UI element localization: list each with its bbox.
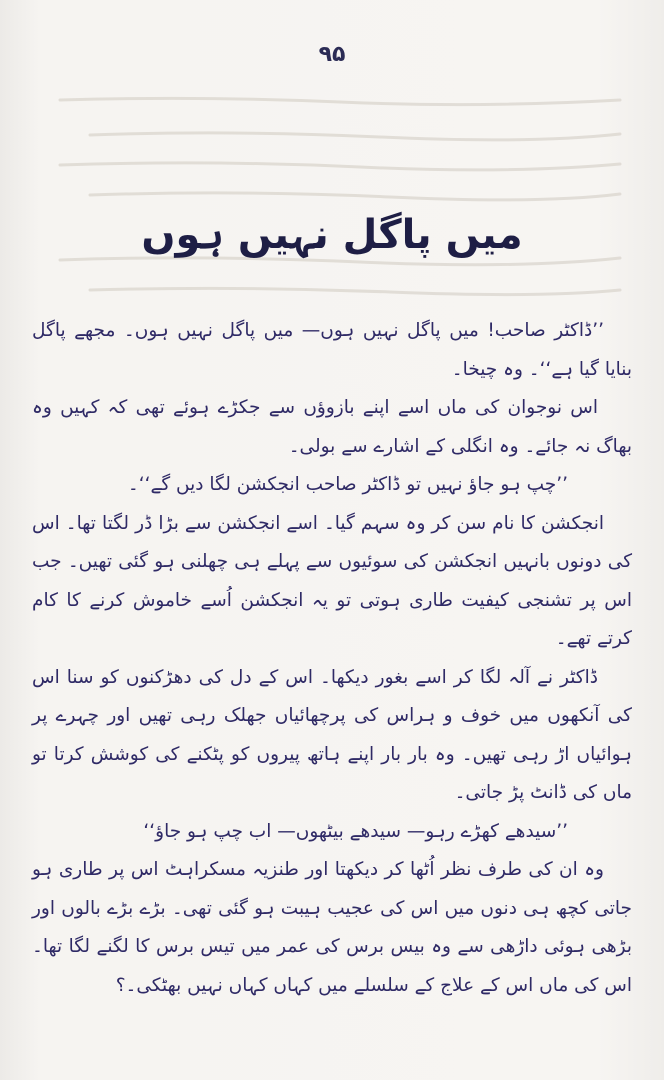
paragraph-5: ڈاکٹر نے آلہ لگا کر اسے بغور دیکھا۔ اس کے دل کی دھڑکنوں کو سنا اس کی آنکھوں میں خوف و ہراس کی پرچھائیاں جھلک رہی تھیں اور چہرے پر ہوائیاں اڑ رہی تھیں۔ وہ بار بار اپنے ہاتھ پیروں کو پٹکنے کی کوشش کرتا تو ماں کی ڈانٹ پڑ جاتی۔: [32, 666, 632, 803]
page-number: ۹۵: [318, 42, 346, 67]
paragraph-3: ’’چپ ہو جاؤ نہیں تو ڈاکٹر صاحب انجکشن لگا دیں گے‘‘۔: [127, 474, 568, 495]
paragraph-7: وہ ان کی طرف نظر اُٹھا کر دیکھتا اور طنزیہ مسکراہٹ اس پر طاری ہو جاتی کچھ ہی دنوں میں اس کی عجیب ہیبت ہو گئی تھی۔ بڑے بڑے بالوں اور بڑھی ہوئی داڑھی سے وہ بیس برس کی عمر میں تیس برس کا لگنے لگا تھا۔ اس کی ماں اس کے علاج کے سلسلے میں کہاں کہاں نہیں بھٹکی۔؟: [32, 859, 632, 996]
paragraph-4: انجکشن کا نام سن کر وہ سہم گیا۔ اسے انجکشن سے بڑا ڈر لگتا تھا۔ اس کی دونوں بانہیں انجکشن کی سوئیوں سے پہلے ہی چھلنی ہو گئی تھیں۔ جب اس پر تشنجی کیفیت طاری ہوتی تو یہ انجکشن اُسے خاموش کرنے کا کام کرتے تھے۔: [32, 512, 632, 649]
paragraph-6: ’’سیدھے کھڑے رہو— سیدھے بیٹھوں— اب چپ ہو جاؤ‘‘: [143, 820, 568, 842]
chapter-title: میں پاگل نہیں ہوں: [141, 212, 523, 258]
paragraph-2: اس نوجوان کی ماں اسے اپنے بازوؤں سے جکڑے ہوئے تھی کہ کہیں وہ بھاگ نہ جائے۔ وہ انگلی کے اشارے سے بولی۔: [32, 397, 632, 457]
body-text: [32, 312, 632, 1005]
paragraph-1: ’’ڈاکٹر صاحب! میں پاگل نہیں ہوں— میں پاگل نہیں ہوں۔ مجھے پاگل بنایا گیا ہے‘‘۔ وہ چیخا۔: [32, 320, 632, 380]
